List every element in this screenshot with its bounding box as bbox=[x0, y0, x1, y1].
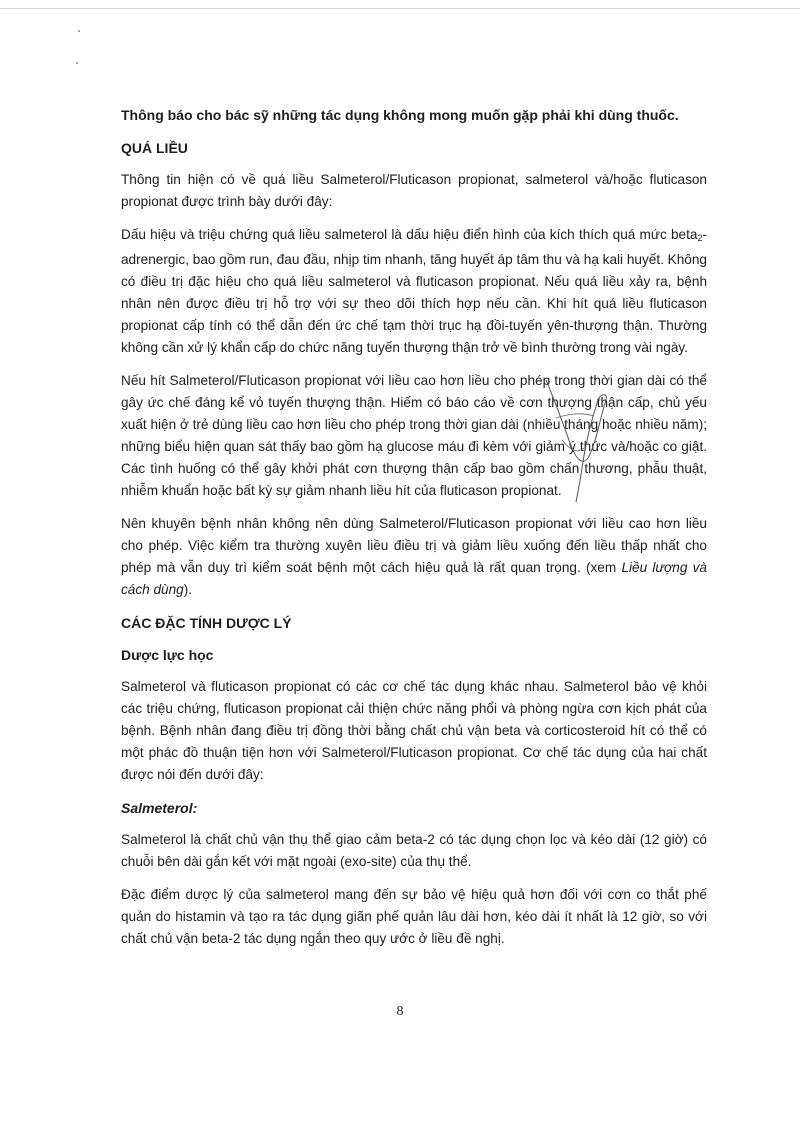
scan-speck bbox=[78, 30, 80, 32]
salmeterol-pharmacology: Đặc điểm dược lý của salmeterol mang đến sự bảo vệ hiệu quả hơn đối với cơn co thắt phế quản do histamin và tạo ra tác dụng giãn phế quản lâu dài hơn, kéo dài ít nhất là 12 giờ, so với chất chủ vận beta-2 tác dụng ngắn theo quy ước ở liều đề nghị. bbox=[121, 887, 707, 946]
text-run: -adrenergic, bao gồm run, đau đầu, nhịp tim nhanh, tăng huyết áp tâm thu và hạ kali huyết. Không có điều trị đặc hiệu cho quá liều salmeterol và fluticason propionat. Nếu quá liều xảy ra, bệnh nhân nên được điều trị hỗ trợ với sự theo dõi thích hợp nếu cần. Khi hít quá liều fluticason propionat cấp tính có thể dẫn đến ức chế tạm thời trục hạ đồi-tuyến yên-thượng thận. Thường không cần xử lý khẩn cấp do chức năng tuyến thượng thận trở về bình thường trong vài ngày. bbox=[121, 227, 707, 355]
scan-speck bbox=[76, 62, 78, 64]
handwritten-signature bbox=[536, 378, 620, 504]
pharmacodynamics-subheading: Dược lực học bbox=[121, 647, 214, 663]
salmeterol-heading: Salmeterol: bbox=[121, 800, 198, 816]
text-run: Nên khuyên bệnh nhân không nên dùng Salmeterol/Fluticason propionat với liều cao hơn liều cho phép. Việc kiểm tra thường xuyên liều điều trị và giảm liều xuống đến liều thấp nhất cho phép mà vẫn duy trì kiểm soát bệnh một cách hiệu quả là rất quan trọng. (xem bbox=[121, 516, 707, 575]
adverse-effects-notice: Thông báo cho bác sỹ những tác dụng không mong muốn gặp phải khi dùng thuốc. bbox=[121, 107, 679, 123]
overdose-symptoms bbox=[121, 224, 707, 359]
overdose-adrenal: Nếu hít Salmeterol/Fluticason propionat với liều cao hơn liều cho phép trong thời gian dài có thể gây ức chế đáng kể vỏ tuyến thượng thận. Hiếm có báo cáo về cơn thượng thận cấp, chủ yếu xuất hiện ở trẻ dùng liều cao hơn liều cho phép trong thời gian dài (nhiều tháng hoặc nhiều năm); những biểu hiện quan sát thấy bao gồm hạ glucose máu đi kèm với giảm ý thức và/hoặc co giật. Các tình huống có thể gây khởi phát cơn thượng thận cấp bao gồm chấn thương, phẫu thuật, nhiễm khuẩn hoặc bất kỳ sự giảm nhanh liều hít của fluticason propionat. bbox=[121, 373, 707, 498]
text-run: Dấu hiệu và triệu chứng quá liều salmeterol là dấu hiệu điển hình của kích thích quá mức beta bbox=[121, 227, 698, 242]
page-body bbox=[121, 104, 707, 961]
text-run: ). bbox=[183, 582, 193, 597]
pharmacodynamics-intro: Salmeterol và fluticason propionat có các cơ chế tác dụng khác nhau. Salmeterol bảo vệ khỏi các triệu chứng, fluticason propionat cải thiện chức năng phổi và phòng ngừa cơn kịch phát của bệnh. Bệnh nhân đang điều trị đồng thời bằng chất chủ vận beta và corticosteroid hít có thể có một phác đồ thuận tiện hơn với Salmeterol/Fluticason propionat. Cơ chế tác dụng của hai chất được nói đến dưới đây: bbox=[121, 679, 707, 782]
section-reference: Liều lượng và cách dùng bbox=[121, 560, 707, 597]
scan-top-edge bbox=[0, 8, 800, 9]
overdose-intro: Thông tin hiện có về quá liều Salmeterol/Fluticason propionat, salmeterol và/hoặc fluticason propionat được trình bày dưới đây: bbox=[121, 172, 707, 209]
pharmacology-heading: CÁC ĐẶC TÍNH DƯỢC LÝ bbox=[121, 615, 292, 631]
overdose-heading: QUÁ LIỀU bbox=[121, 140, 188, 156]
overdose-advice bbox=[121, 513, 707, 601]
salmeterol-description: Salmeterol là chất chủ vận thụ thể giao cảm beta-2 có tác dụng chọn lọc và kéo dài (12 giờ) có chuỗi bên dài gắn kết với mặt ngoài (exo-site) của thụ thể. bbox=[121, 832, 707, 869]
subscript: 2 bbox=[697, 233, 703, 243]
page-number: 8 bbox=[396, 1004, 404, 1019]
